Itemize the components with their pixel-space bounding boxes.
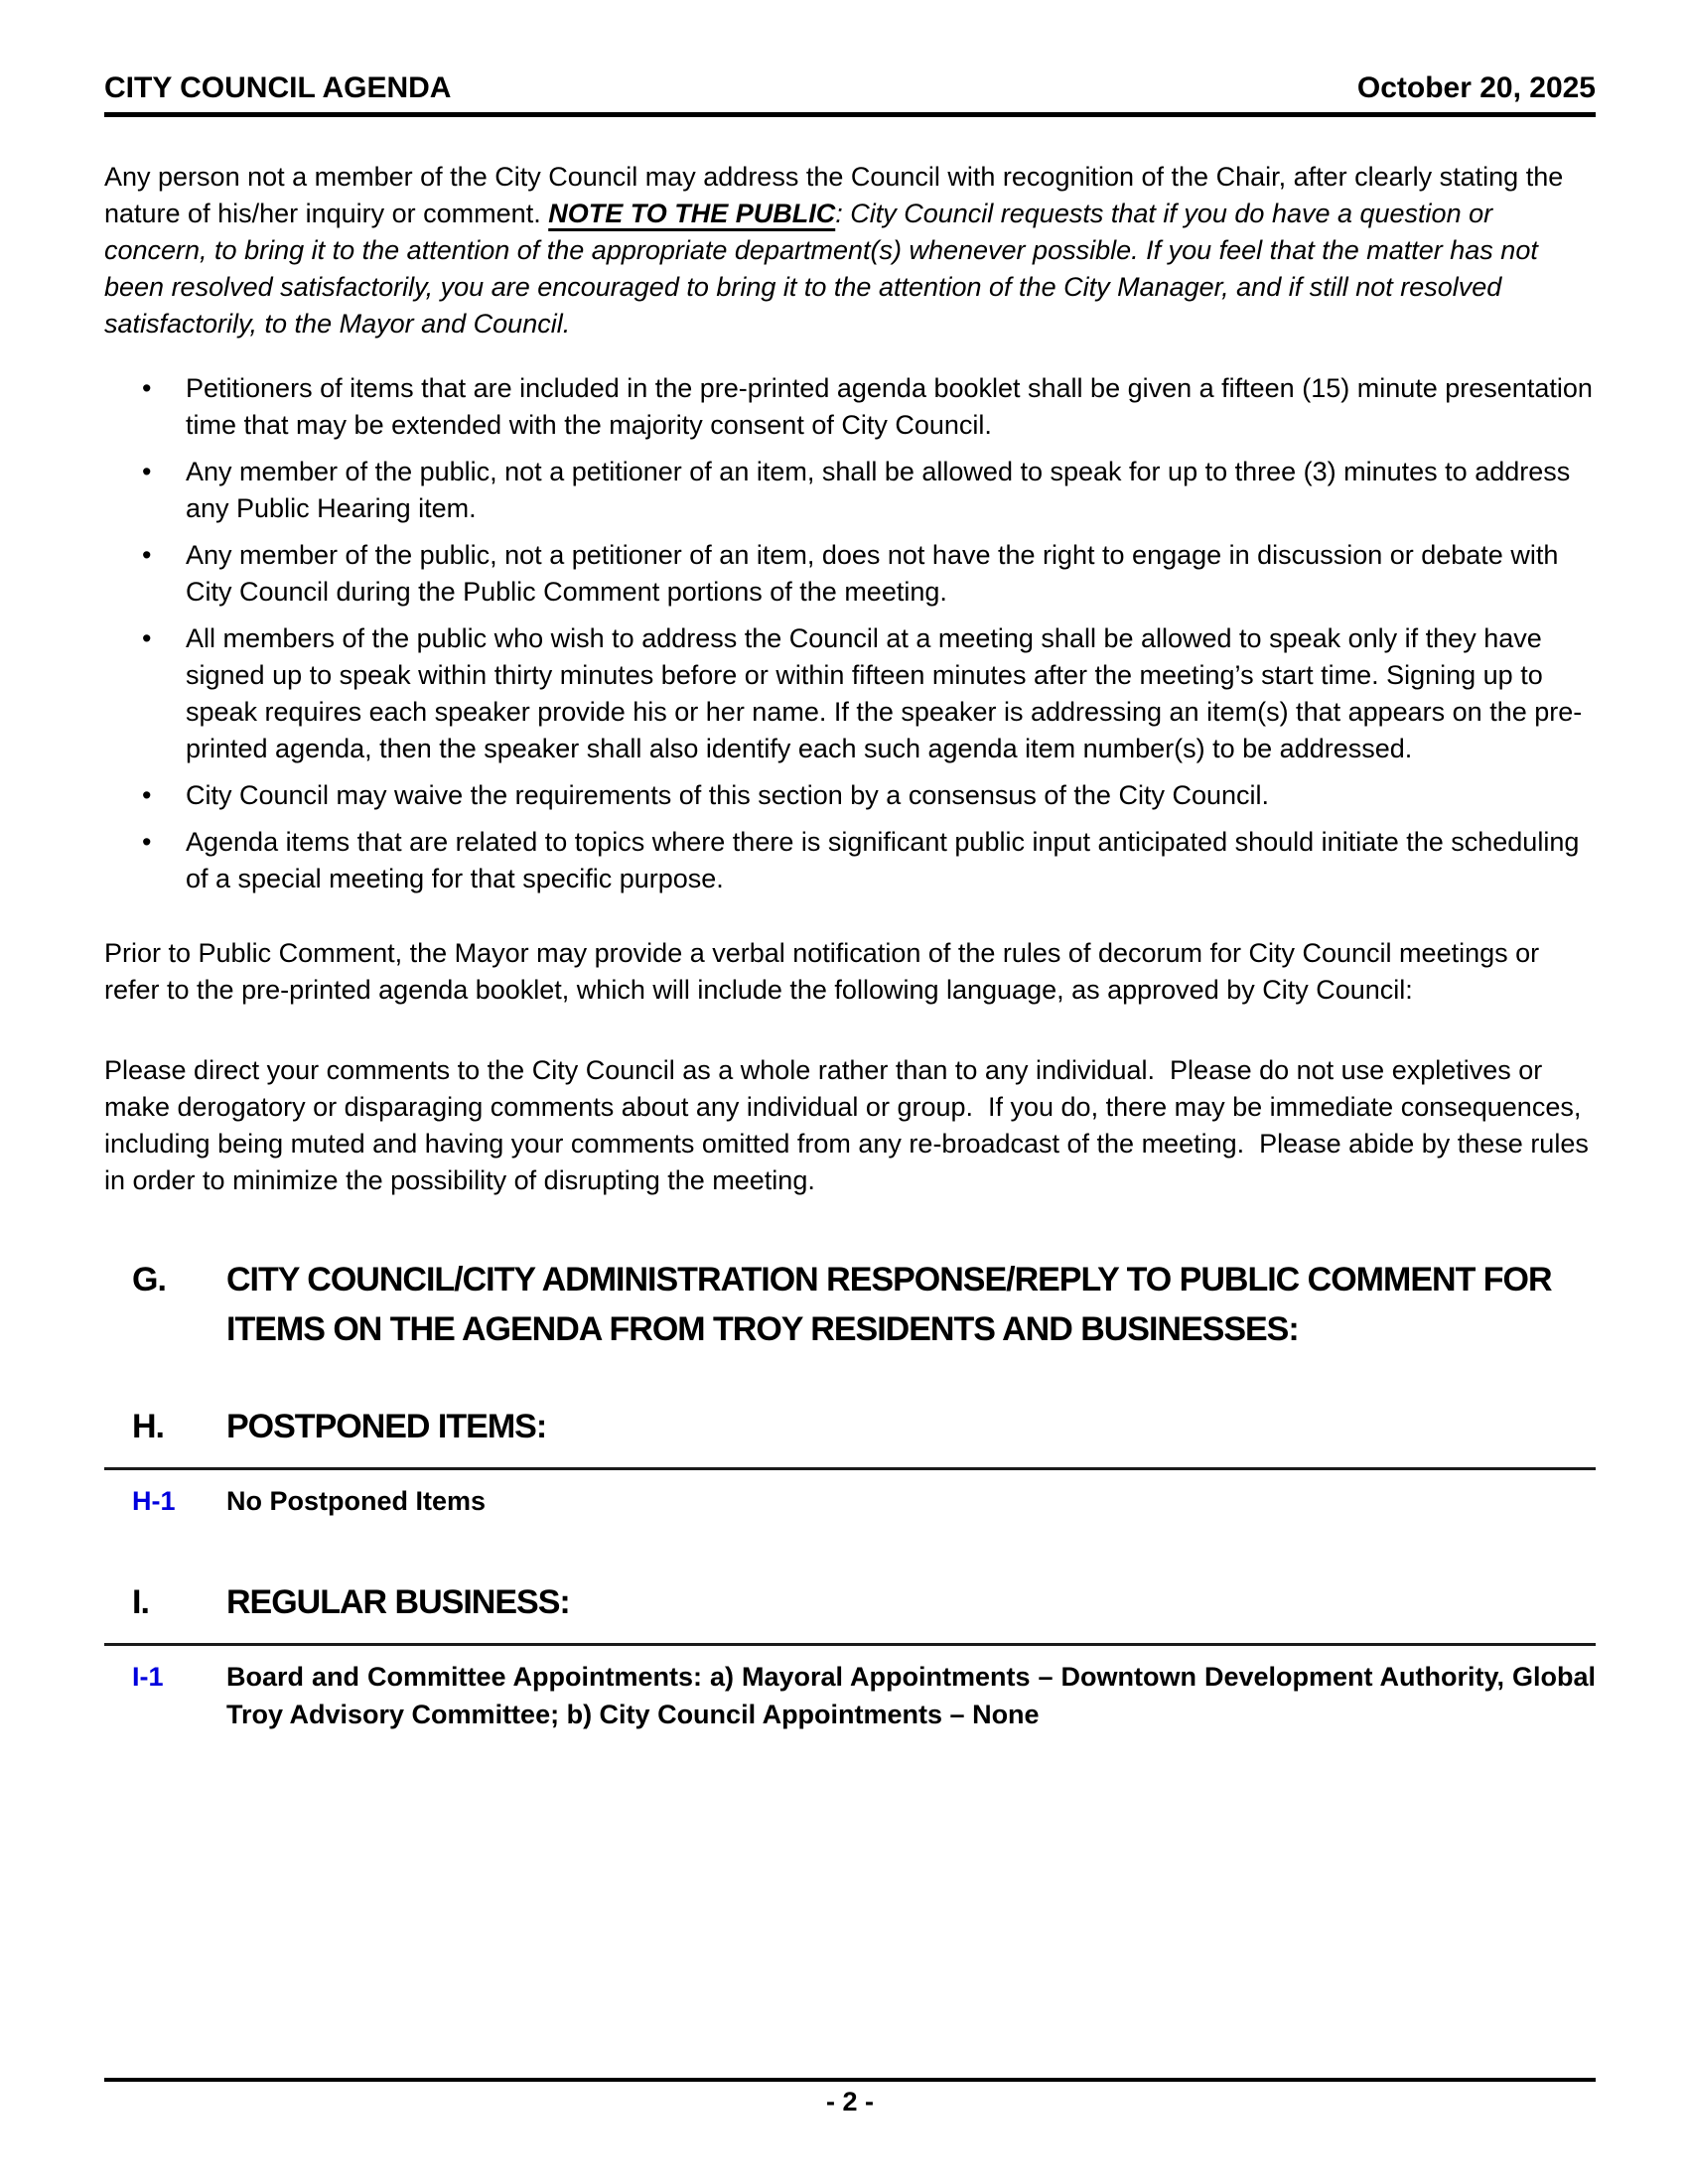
agenda-item-number: I-1 [132,1662,164,1692]
agenda-item-i1 [132,1658,1604,1733]
section-label: H. [132,1408,164,1445]
list-item [142,777,1596,814]
list-item [142,537,1596,611]
bullet-icon: • [142,373,152,403]
list-item-text: Agenda items that are related to topics where there is significant public input anticipated should initiate the scheduling of a special meeting for that specific purpose. [186,827,1587,893]
list-item [142,620,1596,767]
list-item-text: Petitioners of items that are included in the pre-printed agenda booklet shall be given a fifteen (15) minute presentation time that may be extended with the majority consent of City Council. [186,373,1601,440]
list-item-text: City Council may waive the requirements of this section by a consensus of the City Council. [186,780,1269,810]
agenda-item-text: No Postponed Items [226,1486,487,1516]
page-number: - 2 - [825,2087,874,2116]
bullet-icon: • [142,623,152,653]
list-item-text: Any member of the public, not a petitioner of an item, does not have the right to engage in discussion or debate with City Council during the Public Comment portions of the meeting. [186,540,1566,607]
agenda-item-text: Board and Committee Appointments: a) Mayoral Appointments – Downtown Development Authority, Global Troy Advisory Committee; b) City Council Appointments – None [226,1662,1604,1729]
note-body-italic-text: City Council requests that if you do have a question or concern, to bring it to the attention of the appropriate department(s) whenever possible. If you feel that the matter has not been resolved satisfactorily, you are encouraged to bring it to the attention of the City Manager, and if still not resolved satisfactorily, to the Mayor and Council. [104,199,1546,339]
intro-lead-text: Any person not a member of the City Council may address the Council with recognition of the Chair, after clearly stating the nature of his/her inquiry or comment. [104,162,1571,228]
section-label: G. [132,1261,166,1298]
comment-rules-paragraph: Please direct your comments to the City Council as a whole rather than to any individual. Please do not use expletives or make derogatory or disparaging comments about any individual or group. If you do, there may be immediate consequences, including being muted and having your comments omitted from any re-broadcast of the meeting. Please abide by these rules in order to minimize the possibility of disrupting the meeting. [104,1055,1597,1195]
bullet-icon: • [142,457,152,486]
section-title: CITY COUNCIL/CITY ADMINISTRATION RESPONSE/REPLY TO PUBLIC COMMENT FOR ITEMS ON THE AGENDA FROM TROY RESIDENTS AND BUSINESSES: [226,1261,1552,1348]
public-comment-rules-list [104,370,1601,897]
document-footer [104,2078,1596,2117]
section-h-heading [132,1402,1596,1451]
section-title: POSTPONED ITEMS: [226,1408,547,1445]
list-item-text: Any member of the public, not a petitioner of an item, shall be allowed to speak for up to three (3) minutes to address any Public Hearing item. [186,457,1578,523]
section-divider [104,1643,1596,1646]
agenda-item-h1 [132,1482,1596,1520]
note-colon: : [835,199,851,228]
document-title: CITY COUNCIL AGENDA [104,71,452,104]
agenda-item-number: H-1 [132,1486,176,1516]
list-item-text: All members of the public who wish to address the Council at a meeting shall be allowed to speak only if they have signed up to speak within thirty minutes before or within fifteen minutes after the meeting’s start time. Signing up to speak requires each speaker provide his or her name. If the speaker is addressing an item(s) that appears on the pre-printed agenda, then the speaker shall also identify each such agenda item number(s) to be addressed. [186,623,1583,763]
bullet-icon: • [142,540,152,570]
document-date: October 20, 2025 [1356,71,1596,104]
section-title: REGULAR BUSINESS: [226,1583,570,1621]
public-address-intro-paragraph [104,159,1596,342]
bullet-icon: • [142,827,152,857]
section-label: I. [132,1583,149,1621]
bullet-icon: • [142,780,152,810]
list-item [142,824,1596,897]
section-g-heading [132,1255,1596,1354]
section-i-heading [132,1577,1596,1627]
document-header [104,71,1596,117]
list-item [142,370,1601,444]
agenda-page [104,71,1604,1733]
decorum-paragraph: Prior to Public Comment, the Mayor may provide a verbal notification of the rules of decorum for City Council meetings or refer to the pre-printed agenda booklet, which will include the following language, as approved by City Council: [104,938,1547,1005]
section-divider [104,1467,1596,1470]
list-item [142,454,1596,527]
note-to-public-label: NOTE TO THE PUBLIC [548,199,836,228]
